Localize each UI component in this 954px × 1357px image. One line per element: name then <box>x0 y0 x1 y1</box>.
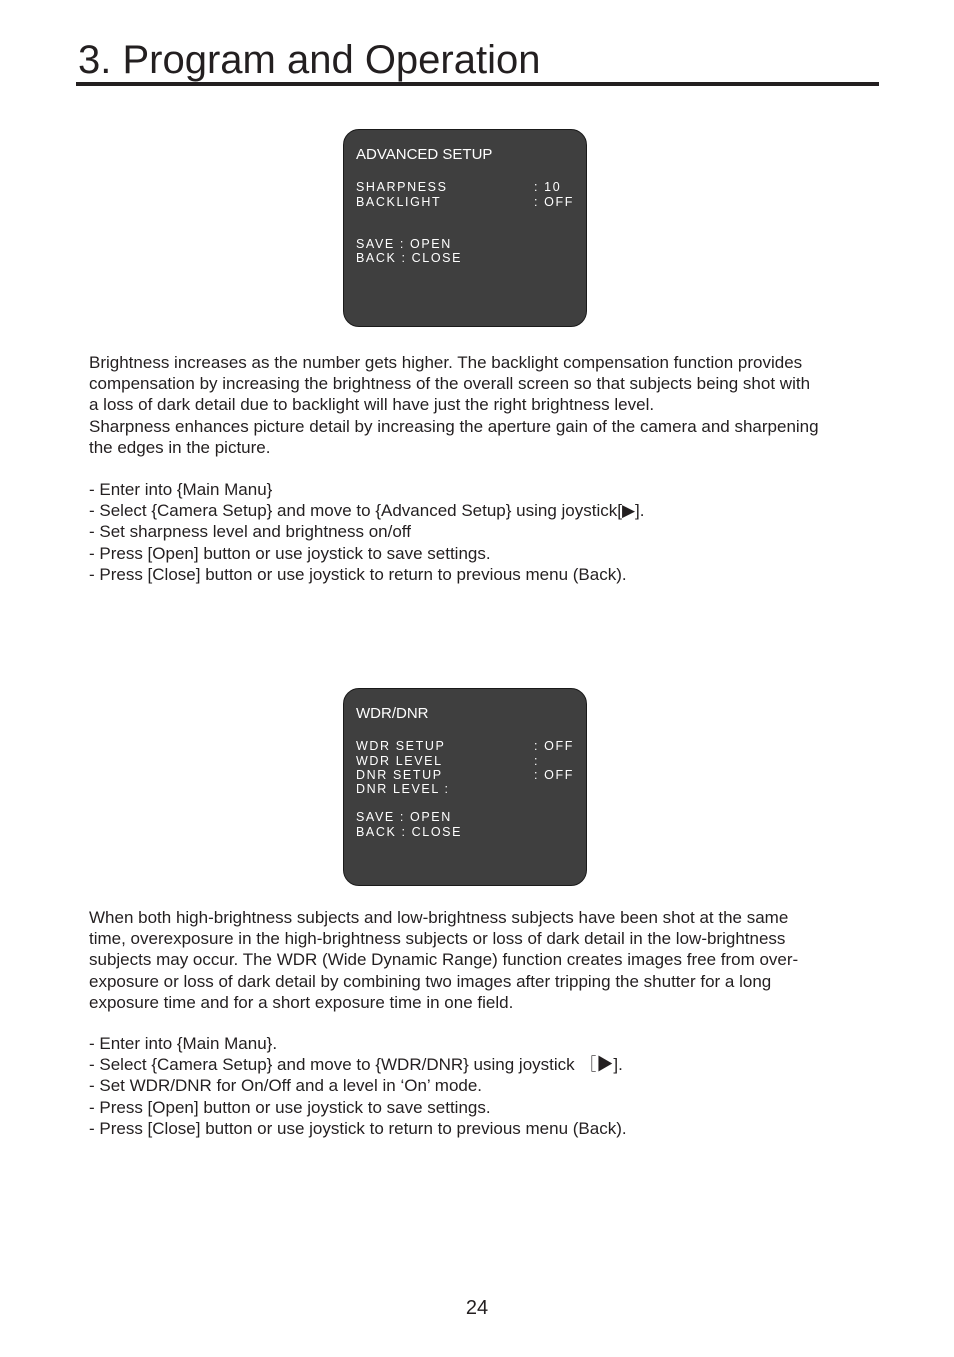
step-item: - Select {Camera Setup} and move to {WDR/DNR} using joystick ［▶]. <box>89 1055 623 1075</box>
step-item: - Press [Close] button or use joystick to return to previous menu (Back). <box>89 564 627 584</box>
text-line: time, overexposure in the high-brightness subjects or loss of dark detail in the low-brightness <box>89 929 786 949</box>
osd-dnr-setup-label: DNR SETUP <box>356 768 443 782</box>
osd-backlight-value: : OFF <box>534 195 574 209</box>
osd-back-option: BACK : CLOSE <box>356 251 463 265</box>
osd-save-option: SAVE : OPEN <box>356 237 452 251</box>
wdr-dnr-osd-screen <box>343 688 587 886</box>
osd-dnr-level-label: DNR LEVEL : <box>356 782 450 796</box>
step-item: - Enter into {Main Manu}. <box>89 1034 278 1053</box>
wdr-steps <box>89 1033 889 1139</box>
text-line: compensation by increasing the brightness of the overall screen so that subjects being shot with <box>89 374 811 394</box>
text-line: Brightness increases as the number gets higher. The backlight compensation function provides <box>89 353 803 372</box>
osd-title: WDR/DNR <box>356 705 429 722</box>
step-item: - Enter into {Main Manu} <box>89 480 273 499</box>
osd-wdr-setup-value: : OFF <box>534 739 574 753</box>
text-line: exposure time and for a short exposure time in one field. <box>89 992 514 1012</box>
osd-sharpness-value: : 10 <box>534 180 562 194</box>
step-item: - Press [Open] button or use joystick to save settings. <box>89 1097 491 1117</box>
osd-save-option: SAVE : OPEN <box>356 810 452 824</box>
text-line: exposure or loss of dark detail by combining two images after tripping the shutter for a long <box>89 971 772 991</box>
text-line: subjects may occur. The WDR (Wide Dynamic Range) function creates images free from over- <box>89 950 799 970</box>
page-number: 24 <box>465 1297 489 1319</box>
osd-wdr-level-label: WDR LEVEL <box>356 754 443 768</box>
step-item: - Press [Close] button or use joystick to return to previous menu (Back). <box>89 1118 627 1138</box>
osd-backlight-label: BACKLIGHT <box>356 195 442 209</box>
step-item: - Set WDR/DNR for On/Off and a level in ‘On’ mode. <box>89 1076 483 1096</box>
step-item: - Press [Open] button or use joystick to save settings. <box>89 543 491 563</box>
advanced-setup-osd-screen <box>343 129 587 327</box>
osd-wdr-level-value: : <box>534 754 540 768</box>
advanced-description <box>89 352 889 458</box>
osd-wdr-setup-label: WDR SETUP <box>356 739 446 753</box>
advanced-steps <box>89 479 889 585</box>
step-item: - Set sharpness level and brightness on/off <box>89 522 411 542</box>
osd-dnr-setup-value: : OFF <box>534 768 574 782</box>
page-title: 3. Program and Operation <box>78 38 541 82</box>
wdr-description <box>89 907 889 1013</box>
osd-title: ADVANCED SETUP <box>356 146 493 163</box>
text-line: a loss of dark detail due to backlight will have just the right brightness level. <box>89 395 655 415</box>
text-line: When both high-brightness subjects and low-brightness subjects have been shot at the same <box>89 908 789 927</box>
osd-back-option: BACK : CLOSE <box>356 825 463 839</box>
osd-sharpness-label: SHARPNESS <box>356 180 448 194</box>
text-line: Sharpness enhances picture detail by increasing the aperture gain of the camera and sharpening <box>89 416 819 436</box>
text-line: the edges in the picture. <box>89 437 271 457</box>
title-rule <box>76 82 879 86</box>
step-item: - Select {Camera Setup} and move to {Advanced Setup} using joystick[▶]. <box>89 501 645 521</box>
